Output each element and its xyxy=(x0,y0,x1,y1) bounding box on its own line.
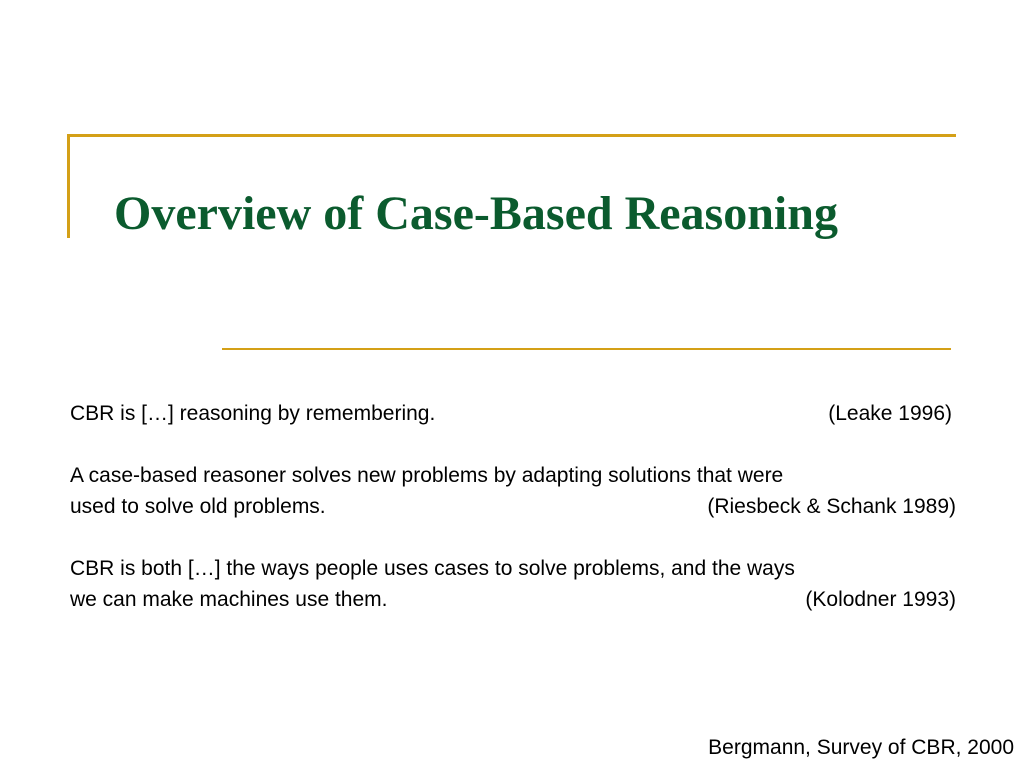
quote-text: CBR is […] reasoning by remembering. xyxy=(70,402,436,425)
quote-line xyxy=(70,398,956,429)
title-frame-left-line xyxy=(67,134,70,238)
quote-citation: (Riesbeck & Schank 1989) xyxy=(707,495,956,518)
quote-text: CBR is both […] the ways people uses cases to solve problems, and the ways xyxy=(70,557,795,580)
title-frame-top-line xyxy=(67,134,956,137)
slide-footer-source: Bergmann, Survey of CBR, 2000 xyxy=(708,736,1014,759)
quote-line xyxy=(70,460,956,491)
quote-citation: (Leake 1996) xyxy=(828,402,952,425)
title-underline xyxy=(222,348,951,350)
quote-citation: (Kolodner 1993) xyxy=(805,588,956,611)
quote-kolodner xyxy=(70,553,956,615)
quote-line xyxy=(70,491,956,522)
quote-text: we can make machines use them. xyxy=(70,588,388,611)
quote-leake xyxy=(70,398,956,429)
slide-title: Overview of Case-Based Reasoning xyxy=(114,187,838,240)
quote-text: used to solve old problems. xyxy=(70,495,326,518)
quote-riesbeck-schank xyxy=(70,460,956,522)
quote-list xyxy=(70,398,956,646)
quote-text: A case-based reasoner solves new problems by adapting solutions that were xyxy=(70,464,784,487)
quote-line xyxy=(70,553,956,584)
quote-line xyxy=(70,584,956,615)
